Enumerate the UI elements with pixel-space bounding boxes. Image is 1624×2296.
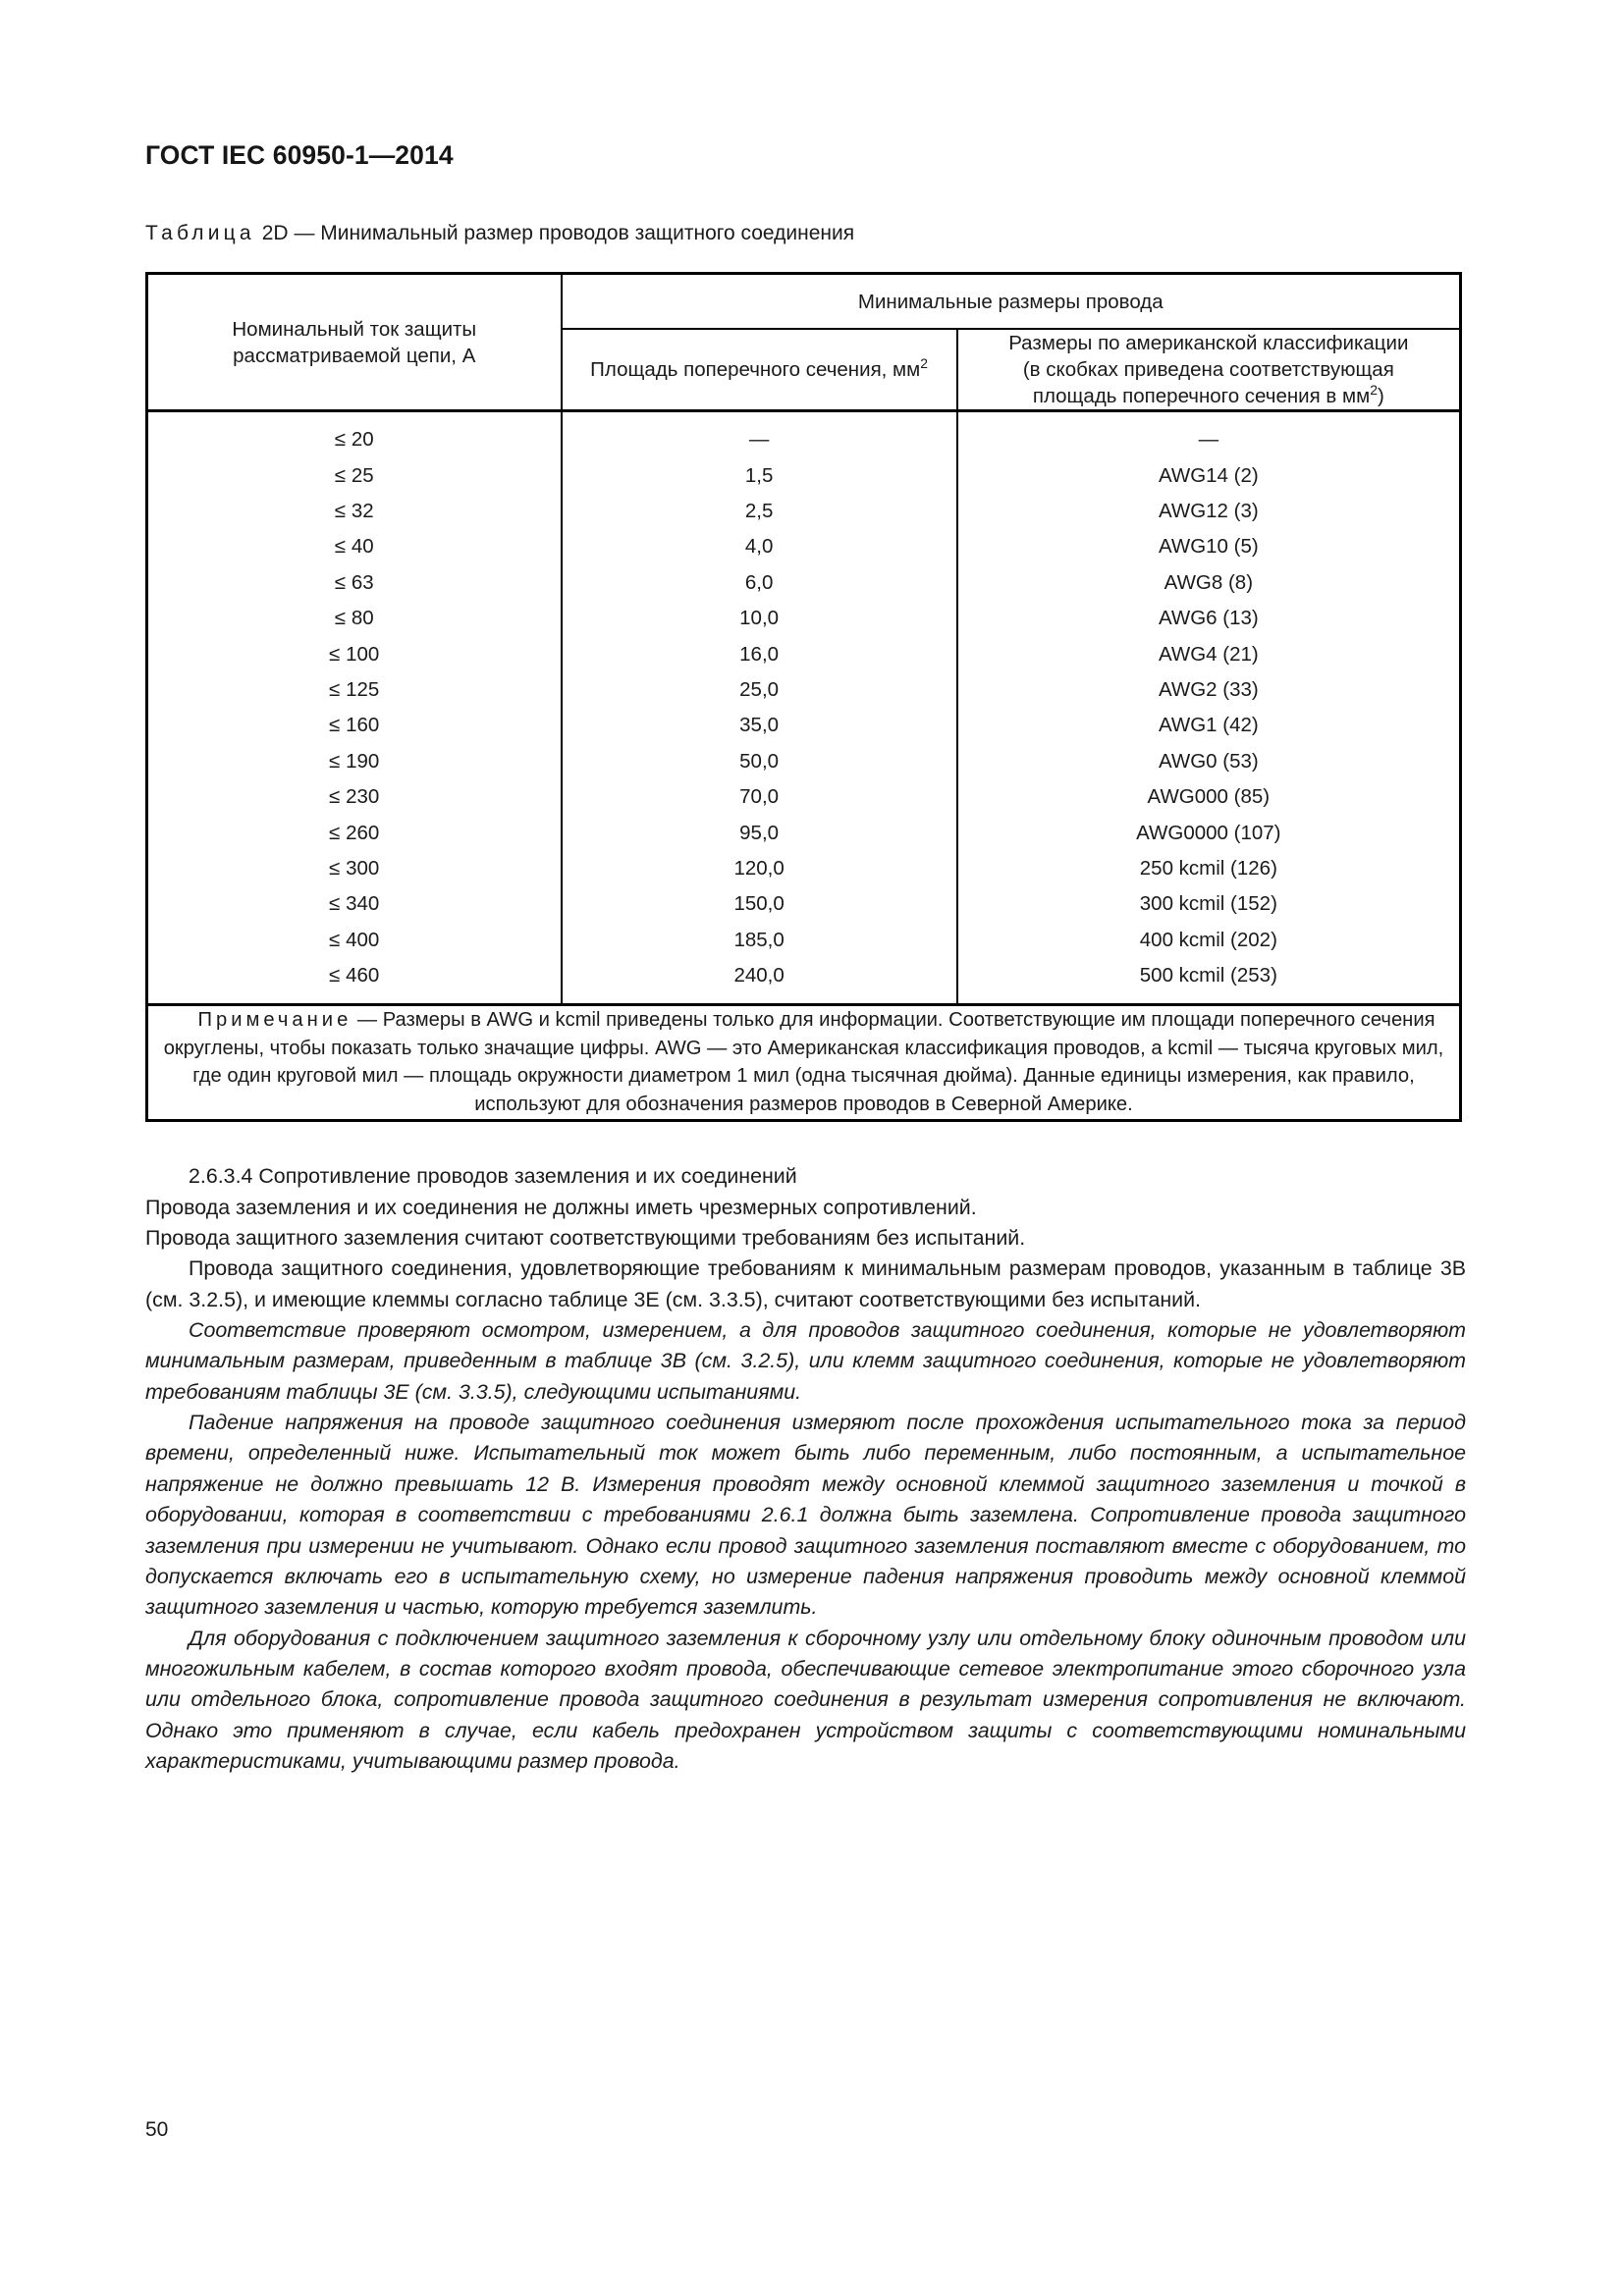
page-number: 50 (145, 2118, 169, 2141)
table-caption-word: Таблица (145, 221, 255, 244)
table-caption-number: 2D (261, 221, 289, 244)
cell-awg-size: AWG2 (33) (1158, 678, 1259, 702)
cell-cross-section: 240,0 (562, 958, 957, 1004)
cell-awg-size: AWG6 (13) (1158, 607, 1259, 630)
table-header-row-top (148, 275, 1459, 329)
body-paragraph: Падение напряжения на проводе защитного соединения измеряют после прохождения испытательного тока за период времени, определенный ниже. Испытательный ток может быть либо переменным, либо постоянным, а испытательное напряжение не должно превышать 12 В. Измерения проводят между основной клеммой защитного заземления и точкой в оборудовании, которая в соответствии с требованиями 2.6.1 должна быть заземлена. Сопротивление провода защитного заземления при измерении не учитывают. Однако если провод защитного заземления поставляют вместе с оборудованием, то допускается включать его в испытательную схему, но измерение падения напряжения проводить между основной клеммой защитного заземления и частью, которую требуется заземлить. (145, 1411, 1466, 1620)
table-body (148, 411, 1459, 1005)
cell-awg-size: AWG000 (85) (1147, 785, 1271, 809)
table-row (148, 816, 1459, 851)
table-row (148, 565, 1459, 601)
cell-awg-size: AWG4 (21) (1158, 642, 1259, 666)
table-2d (145, 272, 1462, 1122)
cell-awg-size: 500 kcmil (253) (1139, 964, 1277, 988)
cell-cross-section: 95,0 (562, 816, 957, 851)
table-note-label: Примечание (197, 1008, 352, 1031)
cell-rated-current: ≤ 340 (148, 886, 562, 922)
cell-rated-current: ≤ 160 (148, 708, 562, 743)
header-awg-line1: Размеры по американской классификации (1008, 332, 1409, 355)
cell-awg-size: 250 kcmil (126) (1139, 857, 1277, 881)
cell-rated-current: ≤ 25 (148, 458, 562, 494)
cell-cross-section: 185,0 (562, 923, 957, 958)
header-min-wire-sizes: Минимальные размеры провода (562, 275, 1459, 329)
body-paragraph: Соответствие проверяют осмотром, измерением, а для проводов защитного соединения, которые не удовлетворяют минимальным размерам, приведенным в таблице 3В (см. 3.2.5), или клемм защитного соединения, которые не удовлетворяют требованиям таблицы 3Е (см. 3.3.5), следующими испытаниями. (145, 1317, 1466, 1404)
table-note-cell (148, 1004, 1459, 1119)
table-row (148, 886, 1459, 922)
cell-cross-section: 120,0 (562, 851, 957, 886)
body-paragraph: Провода заземления и их соединения не должны иметь чрезмерных сопротивлений. (145, 1195, 977, 1219)
table-row (148, 494, 1459, 529)
table-row (148, 851, 1459, 886)
cell-cross-section: 2,5 (562, 494, 957, 529)
cell-cross-section: 70,0 (562, 779, 957, 815)
table-row (148, 458, 1459, 494)
body-paragraph: Провода защитного заземления считают соответствующими требованиям без испытаний. (145, 1225, 1026, 1250)
table-row (148, 708, 1459, 743)
header-rated-current-line1: Номинальный ток защиты (232, 317, 477, 341)
cell-awg-size: 300 kcmil (152) (1139, 892, 1277, 916)
document-header-title: ГОСТ IEC 60950-1—2014 (145, 140, 454, 170)
cell-cross-section: 10,0 (562, 601, 957, 636)
header-awg-line2: (в скобках приведена соответствующая (1022, 358, 1394, 382)
cell-rated-current: ≤ 80 (148, 601, 562, 636)
cell-cross-section: — (562, 411, 957, 458)
table-row (148, 744, 1459, 779)
cell-rated-current: ≤ 260 (148, 816, 562, 851)
cell-rated-current: ≤ 230 (148, 779, 562, 815)
cell-rated-current: ≤ 63 (148, 565, 562, 601)
header-cross-section-sup: 2 (920, 355, 929, 372)
table-caption-title: — Минимальный размер проводов защитного соединения (294, 221, 855, 244)
table-row (148, 411, 1459, 458)
clause-heading-2634: 2.6.3.4 Сопротивление проводов заземления и их соединений (189, 1164, 797, 1189)
table-note-text: — Размеры в AWG и kcmil приведены только для информации. Соответствующие им площади поперечного сечения округлены, чтобы показать только значащие цифры. AWG — это Американская классификация проводов, а kcmil — тысяча круговых мил, где один круговой мил — площадь окружности диаметром 1 мил (одна тысячная дюйма). Данные единицы измерения, как правило, используют для обозначения размеров проводов в Северной Америке. (163, 1008, 1444, 1116)
cell-awg-size: AWG8 (8) (1164, 570, 1254, 594)
page-content (145, 0, 1466, 1777)
cell-rated-current: ≤ 400 (148, 923, 562, 958)
table-caption (145, 221, 1466, 246)
header-awg-line3-text: площадь поперечного сечения в мм (1032, 385, 1371, 408)
table-row (148, 672, 1459, 708)
cell-rated-current: ≤ 20 (148, 411, 562, 458)
cell-rated-current: ≤ 40 (148, 529, 562, 564)
cell-cross-section: 16,0 (562, 637, 957, 672)
cell-awg-size: — (1198, 428, 1219, 452)
table-row (148, 601, 1459, 636)
cell-awg-size: AWG14 (2) (1158, 463, 1259, 487)
header-awg-line3-sup: 2 (1370, 382, 1378, 399)
body-paragraph: Провода защитного соединения, удовлетворяющие требованиям к минимальным размерам проводов, указанным в таблице 3В (см. 3.2.5), и имеющие клеммы согласно таблице 3Е (см. 3.3.5), считают соответствующими без испытаний. (145, 1256, 1466, 1311)
table-head (148, 275, 1459, 411)
header-awg-line3 (958, 383, 1459, 409)
table-note-row (148, 1004, 1459, 1119)
cell-rated-current: ≤ 32 (148, 494, 562, 529)
table-foot (148, 1004, 1459, 1119)
cell-awg-size: AWG10 (5) (1158, 535, 1259, 559)
cell-cross-section: 50,0 (562, 744, 957, 779)
header-rated-current (148, 275, 562, 411)
header-awg-sizes (957, 329, 1459, 411)
table-row (148, 958, 1459, 1004)
cell-cross-section: 25,0 (562, 672, 957, 708)
cell-cross-section: 150,0 (562, 886, 957, 922)
cell-awg-size: AWG0 (53) (1158, 749, 1259, 773)
body-text (145, 1161, 1466, 1777)
cell-rated-current: ≤ 100 (148, 637, 562, 672)
cell-cross-section: 4,0 (562, 529, 957, 564)
cell-awg-size: AWG12 (3) (1158, 500, 1259, 522)
cell-awg-size: AWG0000 (107) (1136, 821, 1281, 844)
table-row (148, 637, 1459, 672)
cell-rated-current: ≤ 460 (148, 958, 562, 1004)
cell-rated-current: ≤ 125 (148, 672, 562, 708)
cell-cross-section: 35,0 (562, 708, 957, 743)
table-2d-grid (148, 275, 1459, 1119)
cell-cross-section: 6,0 (562, 565, 957, 601)
header-rated-current-line2: рассматриваемой цепи, А (233, 344, 476, 367)
cell-awg-size: 400 kcmil (202) (1139, 928, 1277, 951)
header-awg-line3-suffix: ) (1377, 385, 1384, 408)
cell-cross-section: 1,5 (562, 458, 957, 494)
header-cross-section-text: Площадь поперечного сечения, мм (590, 358, 921, 382)
header-cross-section (562, 329, 957, 411)
table-row (148, 779, 1459, 815)
table-row (148, 529, 1459, 564)
cell-awg-size: AWG1 (42) (1158, 714, 1259, 737)
cell-rated-current: ≤ 190 (148, 744, 562, 779)
body-paragraph-list (145, 1193, 1466, 1778)
body-paragraph: Для оборудования с подключением защитного заземления к сборочному узлу или отдельному блоку одиночным проводом или многожильным кабелем, в состав которого входят провода, обеспечивающие сетевое электропитание этого сборочного узла или отдельного блока, сопротивление провода защитного соединения в результат измерения сопротивления не включают. Однако это применяют в случае, если кабель предохранен устройством защиты с соответствующими номинальными характеристиками, учитывающими размер провода. (145, 1626, 1466, 1774)
cell-rated-current: ≤ 300 (148, 851, 562, 886)
table-row (148, 923, 1459, 958)
